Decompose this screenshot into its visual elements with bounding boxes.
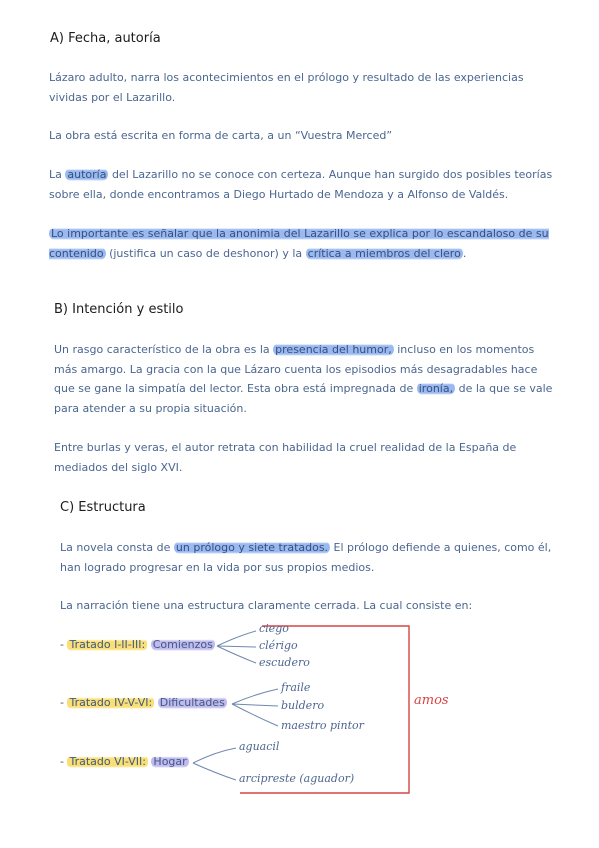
section-a-paragraph-2: La obra está escrita en forma de carta, a un “Vuestra Merced” <box>49 129 393 142</box>
section-a-heading: A) Fecha, autoría <box>50 31 161 46</box>
amo-ciego: ciego <box>259 622 289 635</box>
section-b-paragraph-1: Un rasgo característico de la obra es la presencia del humor, incluso en los momentos más amargo. La gracia con la que Lázaro cuenta los episodios más desagradables hace que se gane la simpatía del lector. Esta obra está impregnada de ironía, de la que se vale para atender a su propia situación. <box>54 343 553 415</box>
branch-line <box>217 631 256 646</box>
highlight-prologo-tratados: un prólogo y siete tratados. <box>175 541 329 554</box>
amo-arcipreste: arcipreste (aguador) <box>239 772 355 785</box>
amo-fraile: fraile <box>281 681 311 694</box>
tema-label: Hogar <box>153 755 187 768</box>
section-c-paragraph-2: La narración tiene una estructura claramente cerrada. La cual consiste en: <box>60 599 473 612</box>
tratado-label: Tratado I-II-III: <box>69 638 146 651</box>
branch-line <box>232 704 278 706</box>
branch-line <box>193 748 236 763</box>
section-b-heading: B) Intención y estilo <box>54 302 184 317</box>
section-a-paragraph-1: Lázaro adulto, narra los acontecimientos en el prólogo y resultado de las experiencias vividas por el Lazarillo. <box>49 71 524 104</box>
branch-line <box>193 763 236 780</box>
section-b-paragraph-2: Entre burlas y veras, el autor retrata con habilidad la cruel realidad de la España de mediados del siglo XVI. <box>54 441 517 474</box>
branch-line <box>217 646 256 647</box>
amo-aguacil: aguacil <box>239 740 280 753</box>
section-c-paragraph-1: La novela consta de un prólogo y siete tratados. El prólogo defiende a quienes, como él, han logrado progresar en la vida por sus propios medios. <box>60 541 552 574</box>
branch-line <box>232 704 278 726</box>
amos-label: amos <box>414 693 449 708</box>
branch-line <box>217 646 256 663</box>
structure-row-1: - Tratado I-II-III: Comienzos <box>60 638 213 651</box>
highlight-humor: presencia del humor, <box>275 343 392 356</box>
highlight-autoria: autoría <box>67 168 107 181</box>
tema-label: Comienzos <box>152 638 213 651</box>
structure-row-2: - Tratado IV-V-VI: Dificultades <box>60 696 225 709</box>
highlight-critica-clero: crítica a miembros del clero <box>307 246 461 260</box>
tratado-label: Tratado IV-V-VI: <box>69 696 153 709</box>
section-a-paragraph-3: La autoría del Lazarillo no se conoce con certeza. Aunque han surgido dos posibles teorías sobre ella, donde encontramos a Diego Hurtado de Mendoza y a Alfonso de Valdés. <box>49 168 553 201</box>
amo-escudero: escudero <box>259 656 310 669</box>
tema-label: Dificultades <box>159 696 225 709</box>
highlight-anonimia: Lo importante es señalar que la anonimia del Lazarillo se explica por lo escandaloso de su contenido <box>49 227 549 260</box>
structure-row-3: - Tratado VI-VII: Hogar <box>60 755 187 768</box>
amo-clerigo: clérigo <box>259 639 298 652</box>
tratado-label: Tratado VI-VII: <box>69 755 146 768</box>
branch-line <box>232 689 278 704</box>
amo-buldero: buldero <box>281 699 325 712</box>
highlight-ironia: ironía, <box>418 382 454 395</box>
amo-maestro-pintor: maestro pintor <box>281 719 364 732</box>
section-a-paragraph-4: Lo importante es señalar que la anonimia del Lazarillo se explica por lo escandaloso de su contenido (justifica un caso de deshonor) y la crítica a miembros del clero . <box>49 227 549 260</box>
section-c-heading: C) Estructura <box>60 500 146 515</box>
